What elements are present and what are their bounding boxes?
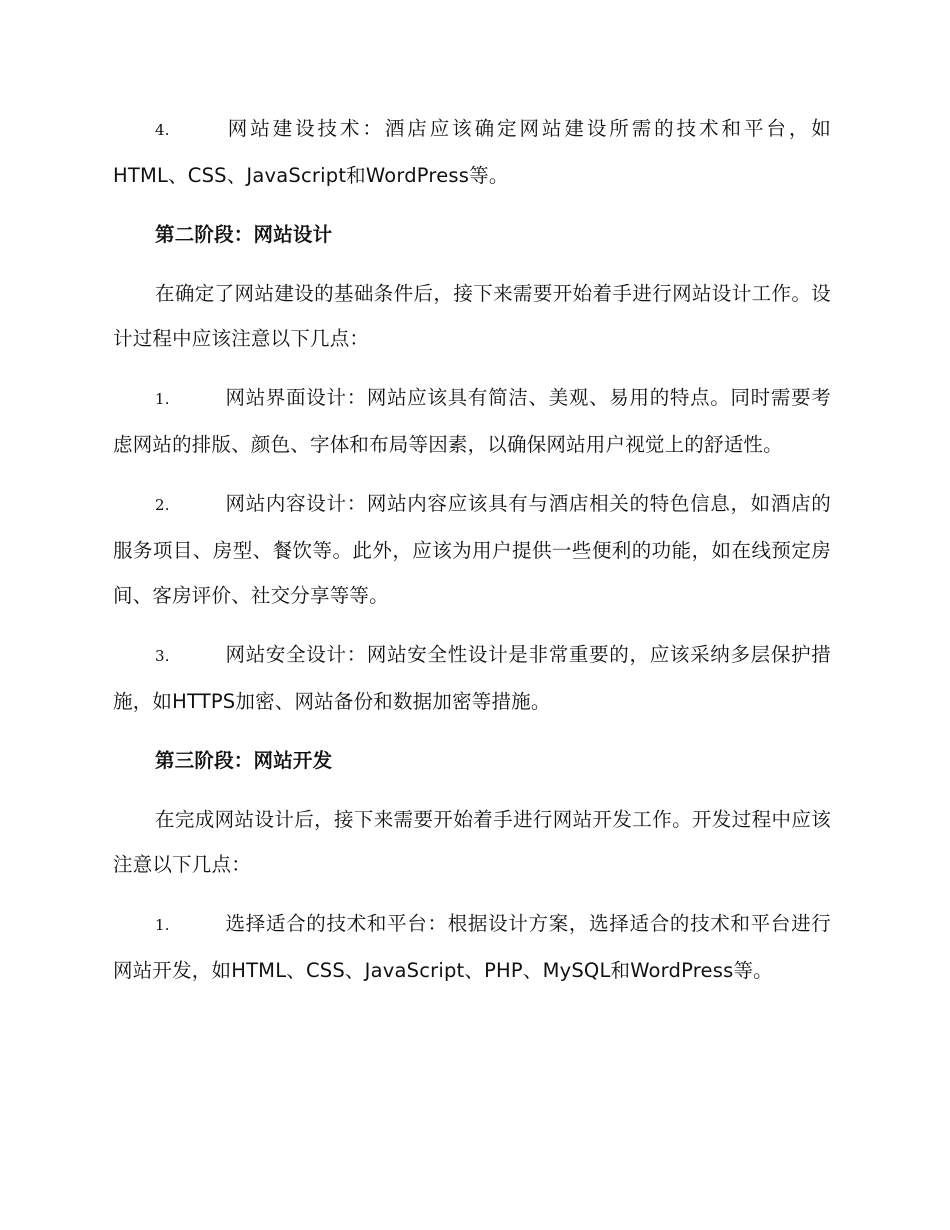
list-item-4-tech [113,106,831,198]
list-item-3-security [113,632,831,724]
section-heading-design: 第二阶段：网站设计 [155,223,333,246]
section-heading-development: 第三阶段：网站开发 [155,749,333,772]
paragraph-development-intro: 在完成网站设计后，接下来需要开始着手进行网站开发工作。开发过程中应该注意以下几点： [113,808,831,876]
list-item-text: 网站内容设计：网站内容应该具有与酒店相关的特色信息，如酒店的服务项目、房型、餐饮等。此外，应该为用户提供一些便利的功能，如在线预定房间、客房评价、社交分享等等。 [113,492,831,607]
paragraph-design-intro: 在确定了网站建设的基础条件后，接下来需要开始着手进行网站设计工作。设计过程中应该注意以下几点： [113,282,831,350]
list-item-text: 选择适合的技术和平台：根据设计方案，选择适合的技术和平台进行网站开发，如HTML、CSS、JavaScript、PHP、MySQL和WordPress等。 [113,912,831,982]
list-item-text: 网站安全设计：网站安全性设计是非常重要的，应该采纳多层保护措施，如HTTPS加密、网站备份和数据加密等措施。 [113,643,831,713]
list-item-2-content [113,481,831,618]
list-item-1-interface [113,375,831,467]
list-item-text: 网站建设技术：酒店应该确定网站建设所需的技术和平台，如HTML、CSS、JavaScript和WordPress等。 [113,117,831,187]
list-number: 2. [155,496,170,514]
list-number: 4. [155,121,170,139]
document-body [113,106,831,1007]
list-number: 3. [155,647,170,665]
list-item-text: 网站界面设计：网站应该具有简洁、美观、易用的特点。同时需要考虑网站的排版、颜色、字体和布局等因素，以确保网站用户视觉上的舒适性。 [113,386,831,456]
list-number: 1. [155,916,170,934]
list-number: 1. [155,390,170,408]
list-item-1-tech-platform [113,901,831,993]
